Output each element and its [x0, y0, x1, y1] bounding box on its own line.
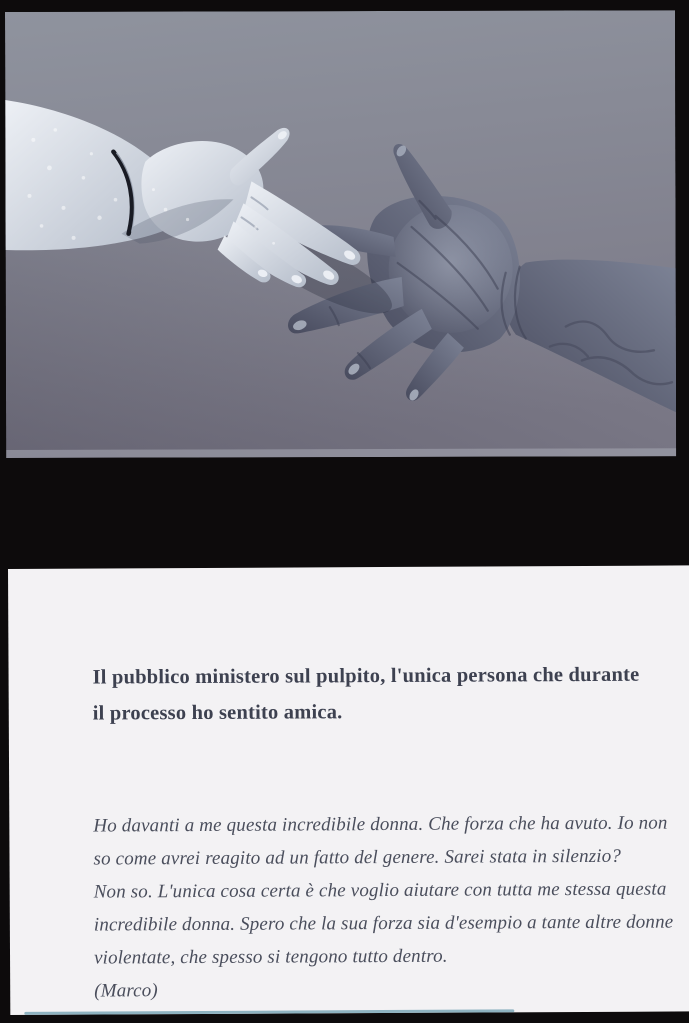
photo-frame	[5, 10, 676, 458]
card-body	[93, 806, 689, 1007]
hands-photo	[5, 10, 676, 458]
heading-line-2: il processo ho sentito amica.	[92, 701, 343, 725]
body-line-2: so come avrei reagito ad un fatto del genere. Sarei stata in silenzio?	[93, 845, 622, 870]
quote-card	[8, 565, 689, 1015]
card-heading	[92, 656, 689, 731]
heading-line-1: Il pubblico ministero sul pulpito, l'unica persona che durante	[92, 663, 640, 689]
body-line-5: violentate, che spesso si tengono tutto dentro.	[93, 945, 448, 969]
card-bottom-scan-line	[24, 1009, 514, 1015]
body-line-4: incredibile donna. Spero che la sua forza sia d'esempio a tante altre donne	[93, 911, 674, 936]
body-line-3: Non so. L'unica cosa certa è che voglio aiutare con tutta me stessa questa	[93, 878, 667, 903]
body-line-1: Ho davanti a me questa incredibile donna. Che forza che ha avuto. Io non	[93, 812, 668, 837]
signature: (Marco)	[94, 980, 158, 1002]
